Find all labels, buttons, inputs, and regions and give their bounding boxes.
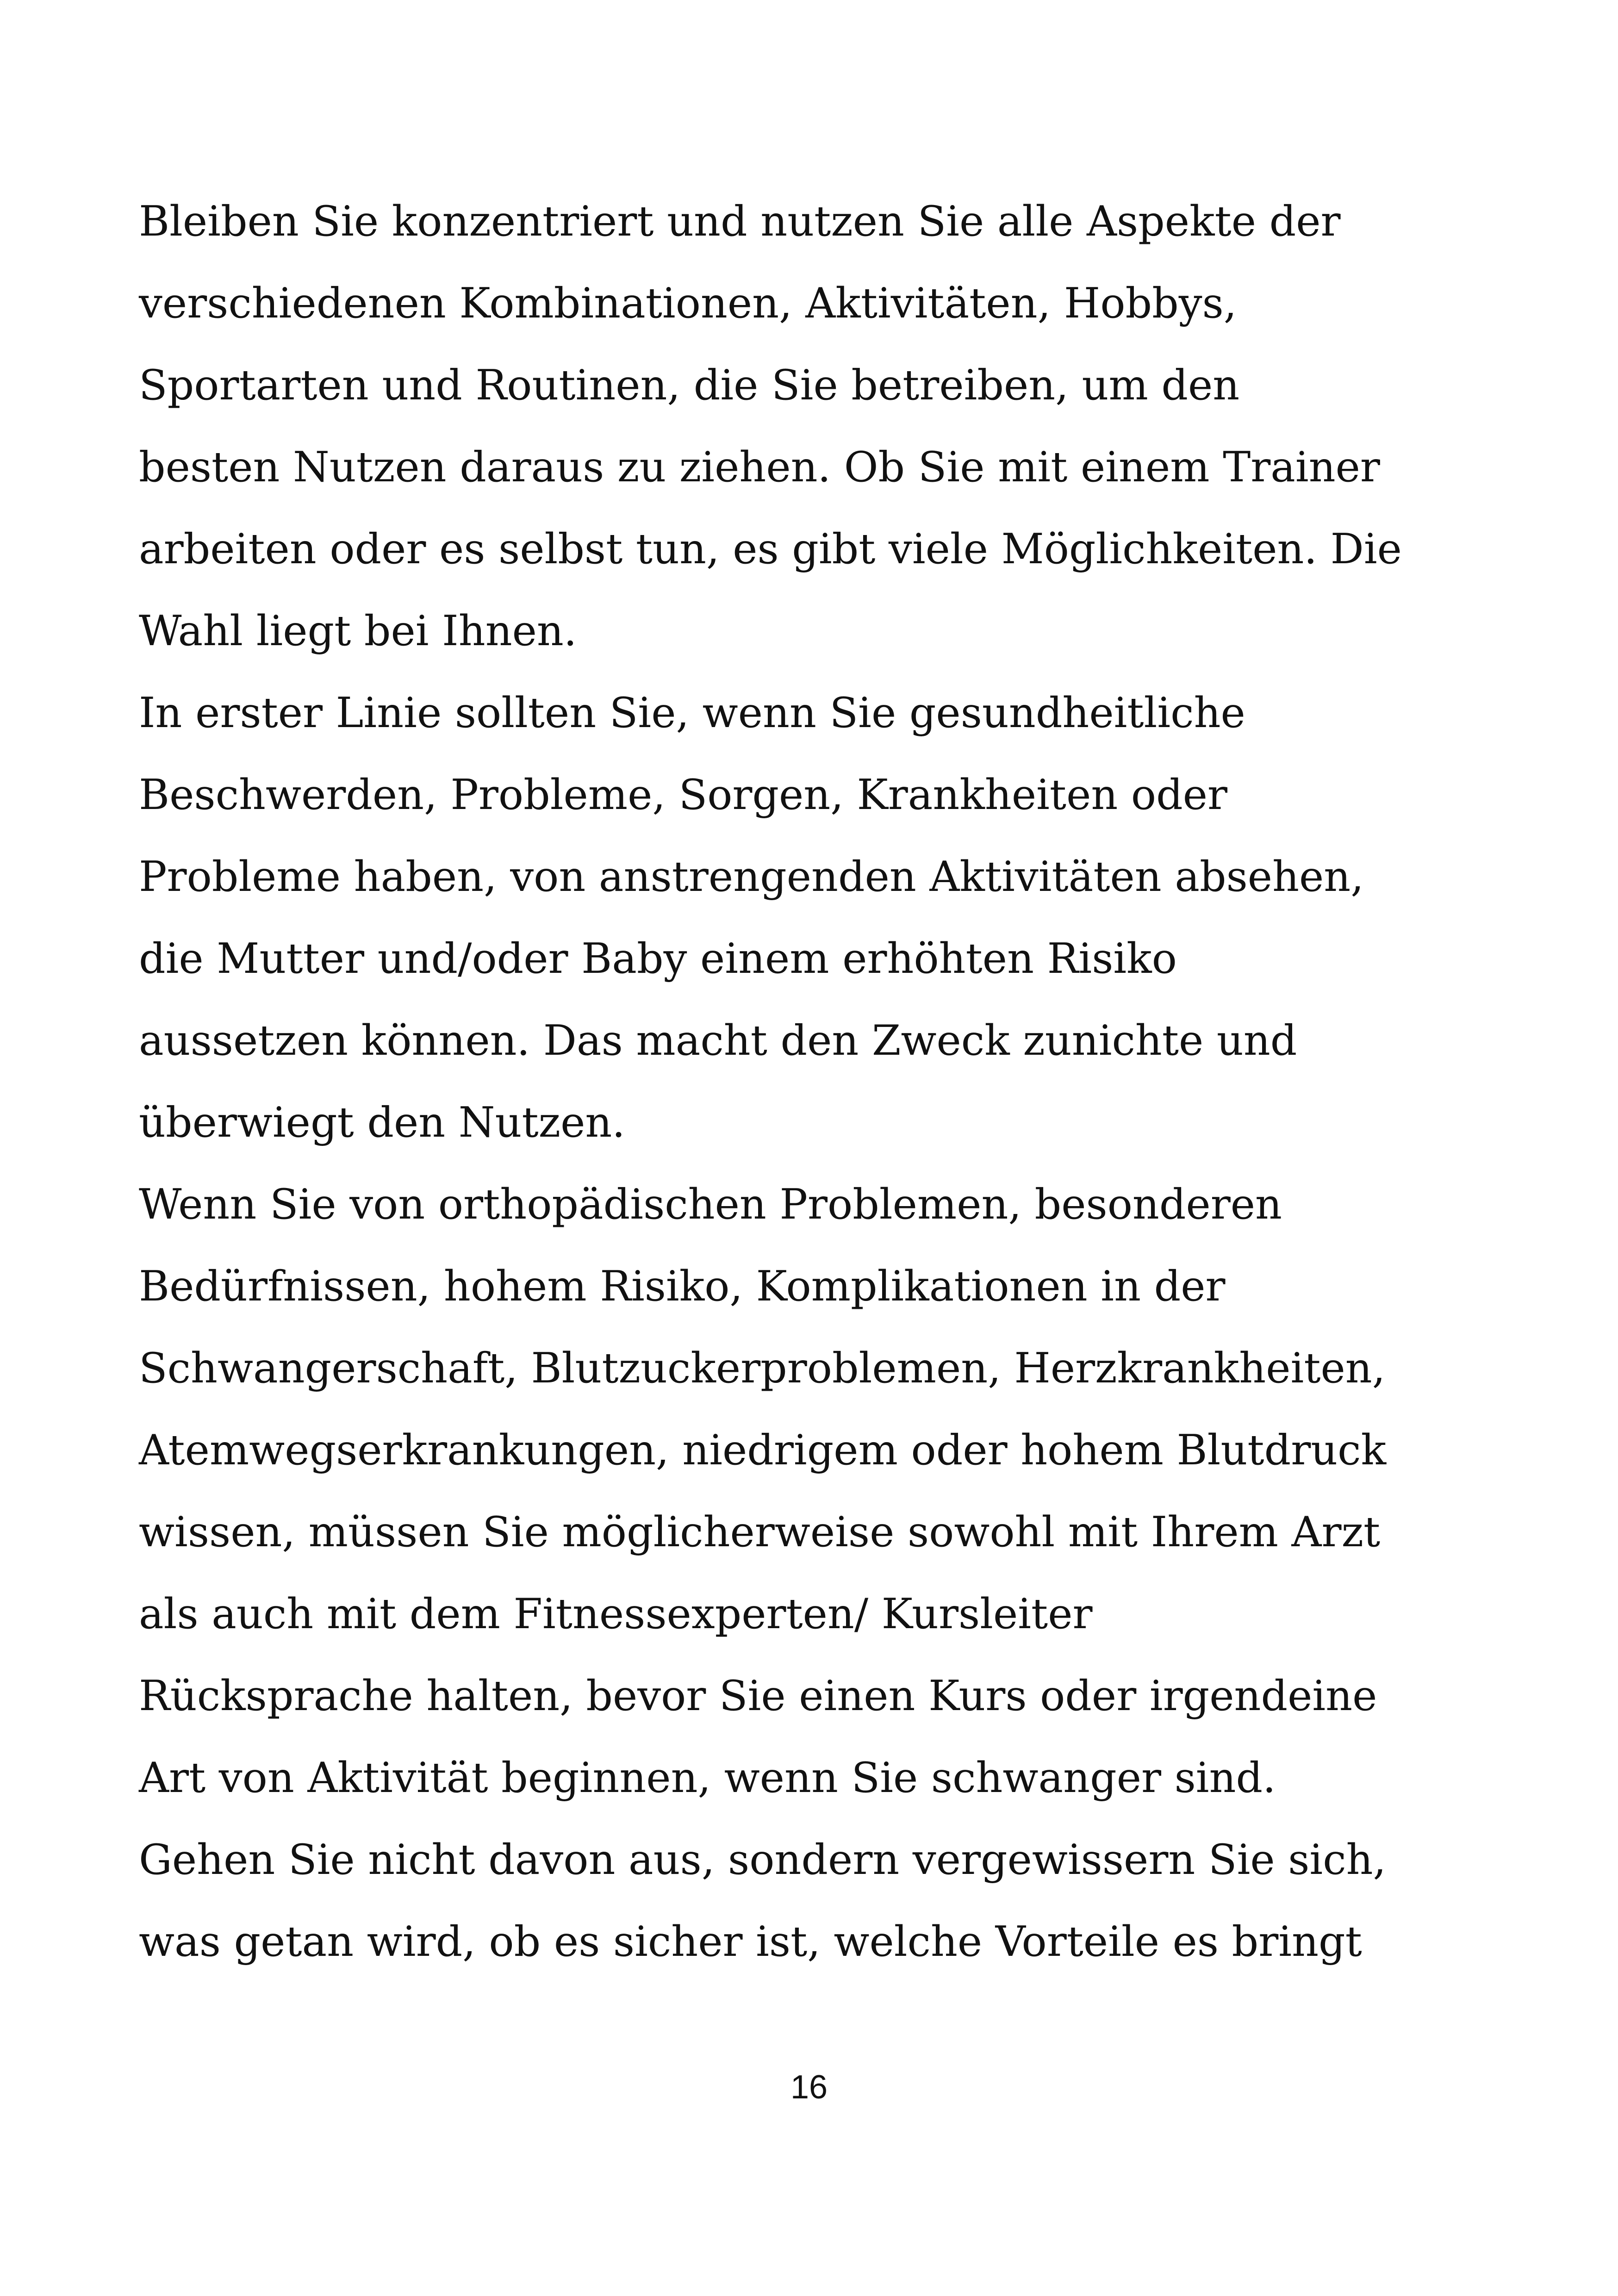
page-number: 16	[790, 2069, 828, 2106]
body-text	[139, 180, 1527, 1983]
text-line: Gehen Sie nicht davon aus, sondern vergewissern Sie sich,	[139, 1836, 1387, 1884]
text-line: Bedürfnissen, hohem Risiko, Komplikationen in der	[139, 1262, 1226, 1311]
text-line: Wenn Sie von orthopädischen Problemen, besonderen	[139, 1180, 1282, 1229]
text-line: Bleiben Sie konzentriert und nutzen Sie alle Aspekte der	[139, 197, 1341, 246]
text-line: aussetzen können. Das macht den Zweck zunichte und	[139, 1016, 1297, 1065]
text-line: wissen, müssen Sie möglicherweise sowohl mit Ihrem Arzt	[139, 1508, 1381, 1556]
text-line: Rücksprache halten, bevor Sie einen Kurs oder irgendeine	[139, 1672, 1377, 1720]
text-line: Probleme haben, von anstrengenden Aktivitäten absehen,	[139, 852, 1364, 901]
text-line: verschiedenen Kombinationen, Aktivitäten, Hobbys,	[139, 279, 1237, 328]
text-line: In erster Linie sollten Sie, wenn Sie gesundheitliche	[139, 689, 1245, 737]
text-line: besten Nutzen daraus zu ziehen. Ob Sie mit einem Trainer	[139, 443, 1380, 492]
text-line: Atemwegserkrankungen, niedrigem oder hohem Blutdruck	[139, 1426, 1387, 1475]
text-line: überwiegt den Nutzen.	[139, 1098, 625, 1147]
text-line: was getan wird, ob es sicher ist, welche Vorteile es bringt	[139, 1917, 1362, 1966]
text-line: Art von Aktivität beginnen, wenn Sie schwanger sind.	[139, 1754, 1276, 1802]
text-line: Sportarten und Routinen, die Sie betreiben, um den	[139, 361, 1240, 410]
text-line: die Mutter und/oder Baby einem erhöhten Risiko	[139, 934, 1177, 983]
text-line: arbeiten oder es selbst tun, es gibt viele Möglichkeiten. Die	[139, 525, 1402, 573]
text-line: Schwangerschaft, Blutzuckerproblemen, Herzkrankheiten,	[139, 1344, 1386, 1393]
text-line: als auch mit dem Fitnessexperten/ Kursleiter	[139, 1590, 1093, 1638]
text-line: Wahl liegt bei Ihnen.	[139, 607, 577, 655]
text-line: Beschwerden, Probleme, Sorgen, Krankheiten oder	[139, 771, 1227, 819]
